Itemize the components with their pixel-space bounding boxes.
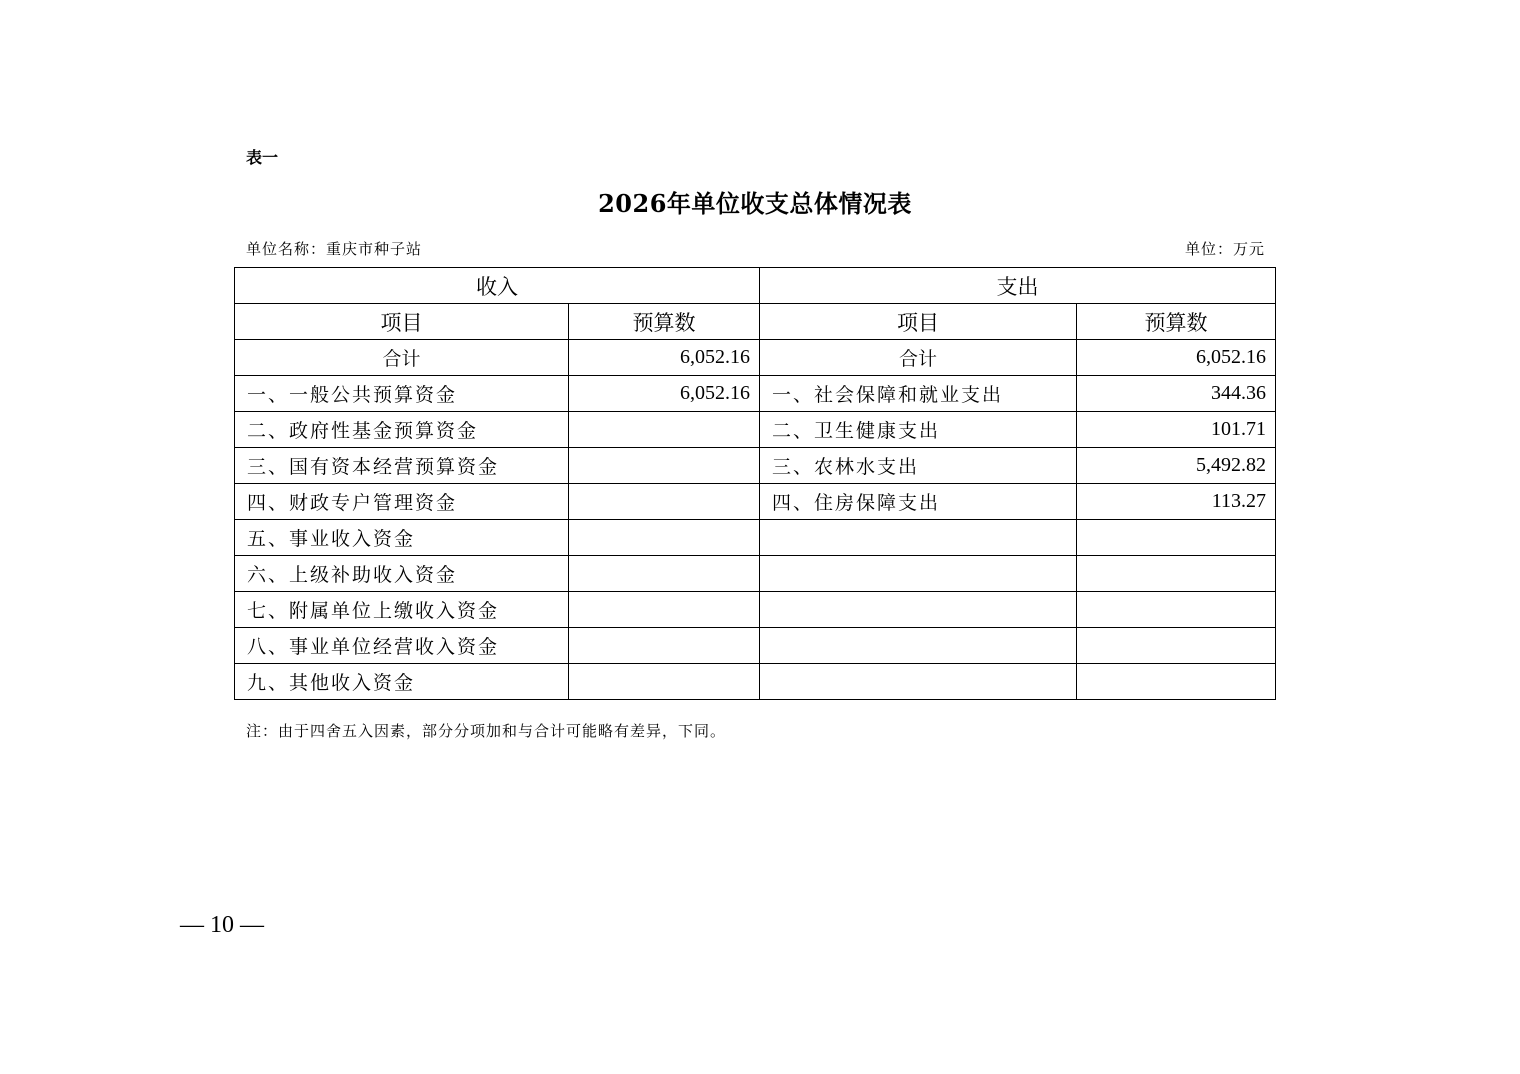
expense-item-header: 项目 xyxy=(760,304,1077,340)
expense-item xyxy=(760,628,1077,664)
expense-total-value: 6,052.16 xyxy=(1077,340,1276,376)
income-value xyxy=(569,592,760,628)
income-item: 九、其他收入资金 xyxy=(235,664,569,700)
section-header-row xyxy=(235,268,1276,304)
expense-item xyxy=(760,664,1077,700)
table-row xyxy=(235,556,1276,592)
expense-value: 101.71 xyxy=(1077,412,1276,448)
footnote: 注：由于四舍五入因素，部分分项加和与合计可能略有差异，下同。 xyxy=(246,722,727,740)
income-item: 二、政府性基金预算资金 xyxy=(235,412,569,448)
table-number: 表一 xyxy=(246,148,279,167)
expense-value xyxy=(1077,664,1276,700)
table-row xyxy=(235,484,1276,520)
income-value xyxy=(569,448,760,484)
income-total-value: 6,052.16 xyxy=(569,340,760,376)
income-item: 八、事业单位经营收入资金 xyxy=(235,628,569,664)
expense-value: 5,492.82 xyxy=(1077,448,1276,484)
expense-item xyxy=(760,520,1077,556)
expense-value xyxy=(1077,592,1276,628)
expense-value: 113.27 xyxy=(1077,484,1276,520)
income-value xyxy=(569,556,760,592)
table-row xyxy=(235,520,1276,556)
unit-name: 单位名称：重庆市种子站 xyxy=(246,240,423,258)
income-total-label: 合计 xyxy=(235,340,569,376)
page-number: — 10 — xyxy=(180,912,264,938)
income-section-header: 收入 xyxy=(235,268,760,304)
expense-item: 三、农林水支出 xyxy=(760,448,1077,484)
expense-item: 二、卫生健康支出 xyxy=(760,412,1077,448)
document-title: 2026年单位收支总体情况表 xyxy=(598,189,912,218)
expense-value xyxy=(1077,520,1276,556)
expense-total-label: 合计 xyxy=(760,340,1077,376)
table-row xyxy=(235,376,1276,412)
income-value xyxy=(569,628,760,664)
expense-value: 344.36 xyxy=(1077,376,1276,412)
table-row xyxy=(235,664,1276,700)
income-item: 一、一般公共预算资金 xyxy=(235,376,569,412)
table-row xyxy=(235,628,1276,664)
income-item: 三、国有资本经营预算资金 xyxy=(235,448,569,484)
income-item: 六、上级补助收入资金 xyxy=(235,556,569,592)
income-value xyxy=(569,412,760,448)
expense-value xyxy=(1077,556,1276,592)
table-row xyxy=(235,412,1276,448)
total-row xyxy=(235,340,1276,376)
income-value xyxy=(569,664,760,700)
expense-value xyxy=(1077,628,1276,664)
table-row xyxy=(235,592,1276,628)
unit-of-measure: 单位：万元 xyxy=(1184,240,1265,258)
expense-item: 四、住房保障支出 xyxy=(760,484,1077,520)
income-item: 五、事业收入资金 xyxy=(235,520,569,556)
expense-item: 一、社会保障和就业支出 xyxy=(760,376,1077,412)
expense-budget-header: 预算数 xyxy=(1077,304,1276,340)
expense-item xyxy=(760,556,1077,592)
income-value xyxy=(569,520,760,556)
expense-item xyxy=(760,592,1077,628)
expense-section-header: 支出 xyxy=(760,268,1276,304)
income-item: 七、附属单位上缴收入资金 xyxy=(235,592,569,628)
table-row xyxy=(235,448,1276,484)
column-header-row xyxy=(235,304,1276,340)
income-value: 6,052.16 xyxy=(569,376,760,412)
income-value xyxy=(569,484,760,520)
income-item: 四、财政专户管理资金 xyxy=(235,484,569,520)
income-budget-header: 预算数 xyxy=(569,304,760,340)
budget-table xyxy=(234,267,1276,700)
income-item-header: 项目 xyxy=(235,304,569,340)
